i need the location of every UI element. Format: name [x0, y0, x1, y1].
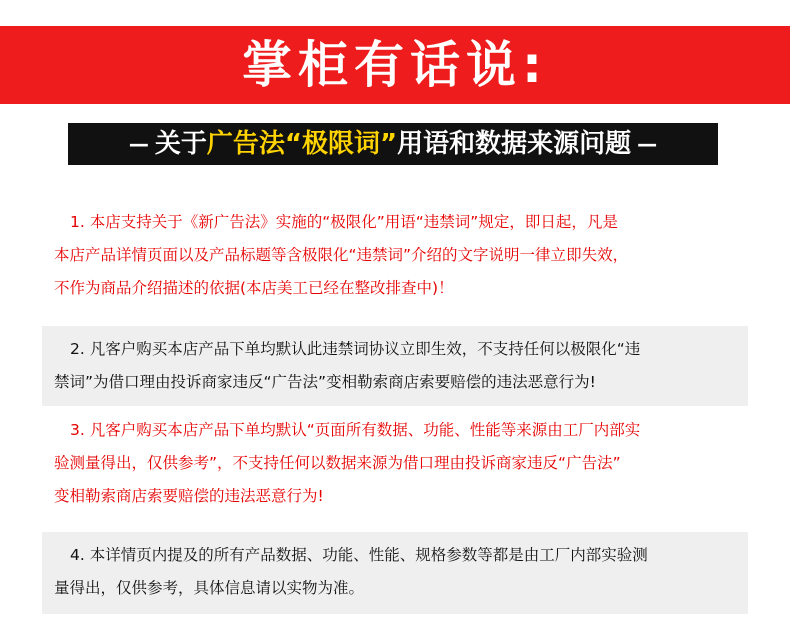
- paragraph-2-line-2: 禁词”为借口理由投诉商家违反“广告法”变相勒索商店索要赔偿的违法恶意行为!: [54, 373, 596, 391]
- subtitle-highlight-ad-law: 广告法: [206, 129, 285, 159]
- paragraph-3-line-1: 3. 凡客户购买本店产品下单均默认“页面所有数据、功能、性能等来源由工厂内部实: [70, 421, 641, 439]
- notice-paragraph-3: [42, 412, 748, 530]
- notice-paragraph-2: [42, 326, 748, 406]
- header-banner: [0, 26, 790, 104]
- top-strip: [0, 0, 790, 12]
- paragraph-1-line-2: 本店产品详情页面以及产品标题等含极限化“违禁词”介绍的文字说明一律立即失效，: [54, 246, 629, 264]
- subtitle-suffix: 用语和数据来源问题: [397, 129, 632, 159]
- paragraph-1-line-1: 1. 本店支持关于《新广告法》实施的“极限化”用语“违禁词”规定，即日起，凡是: [70, 213, 618, 231]
- subtitle-dash-right: —: [637, 132, 658, 156]
- paragraph-4-line-2: 量得出，仅供参考，具体信息请以实物为准。: [54, 579, 365, 597]
- paragraph-4-line-1: 4. 本详情页内提及的所有产品数据、功能、性能、规格参数等都是由工厂内部实验测: [70, 546, 648, 564]
- paragraph-1-line-3: 不作为商品介绍描述的依据(本店美工已经在整改排查中)！: [54, 279, 454, 297]
- subtitle-prefix: 关于: [154, 129, 207, 159]
- paragraph-3-line-2: 验测量得出，仅供参考”，不支持任何以数据来源为借口理由投诉商家违反“广告法”: [54, 454, 621, 472]
- subtitle-bar: [68, 123, 718, 165]
- notice-paragraph-4: [42, 532, 748, 614]
- subtitle-highlight-extreme-words: “极限词”: [284, 129, 398, 159]
- banner-title: 掌柜有话说:: [242, 36, 548, 94]
- paragraph-3-line-3: 变相勒索商店索要赔偿的违法恶意行为!: [54, 487, 324, 505]
- notice-paragraph-1: [42, 202, 748, 320]
- paragraph-2-line-1: 2. 凡客户购买本店产品下单均默认此违禁词协议立即生效，不支持任何以极限化“违: [70, 340, 641, 358]
- subtitle-dash-left: —: [128, 132, 149, 156]
